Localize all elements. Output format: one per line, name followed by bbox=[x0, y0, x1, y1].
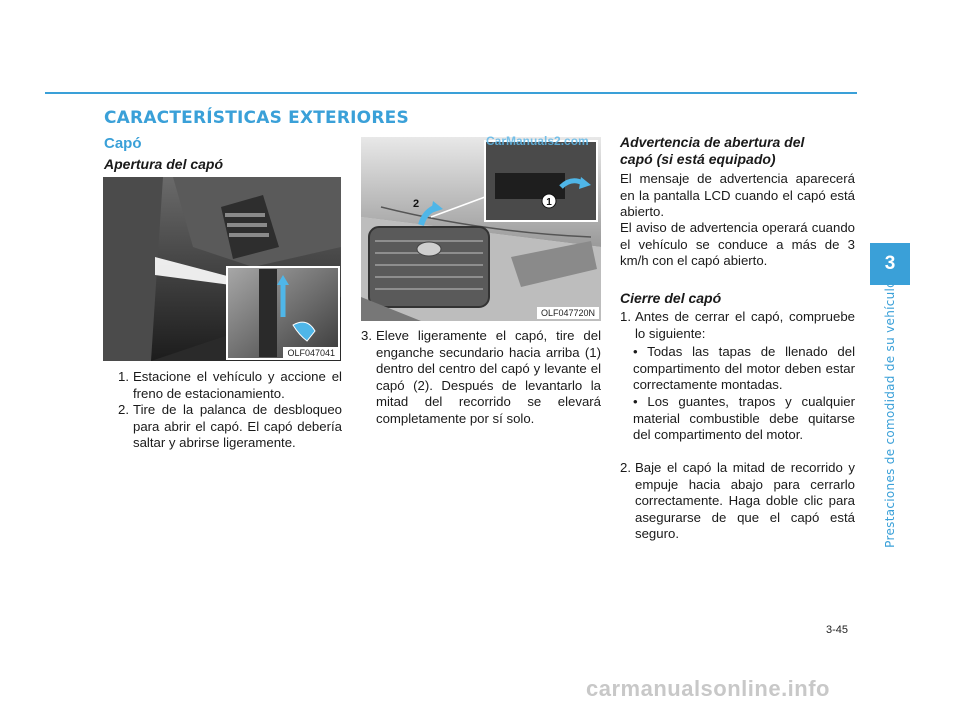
close-bullet-1: • Todas las tapas de llenado del compartimento del motor deben estar correctamente montadas. bbox=[633, 344, 855, 392]
close-step-2-text: Baje el capó la mitad de recorrido y empuje hacia abajo para cerrarlo correctamente. Haga doble clic para asegurarse de que el capó está seguro. bbox=[635, 460, 855, 541]
watermark-top: CarManuals2.com bbox=[486, 134, 589, 148]
close-step-1-number: 1. bbox=[620, 309, 631, 324]
step-3-text: Eleve ligeramente el capó, tire del enganche secundario hacia arriba (1) dentro del centro del capó y levante el capó (2). Después de levantarlo la mitad del recorrido se elevará completamente por sí solo. bbox=[376, 328, 601, 426]
chapter-tab: 3 bbox=[870, 243, 910, 285]
close-step-2-number: 2. bbox=[620, 460, 631, 475]
image-code-1: OLF047041 bbox=[283, 347, 339, 359]
step-3-number: 3. bbox=[361, 328, 372, 343]
top-rule bbox=[45, 92, 857, 94]
close-step-1-text: Antes de cerrar el capó, compruebe lo siguiente: bbox=[635, 309, 855, 341]
section-title: CARACTERÍSTICAS EXTERIORES bbox=[104, 108, 409, 128]
callout-1: 1 bbox=[546, 197, 552, 208]
warning-paragraph-2: El aviso de advertencia operará cuando el vehículo se conduce a más de 3 km/h con el capó abierto. bbox=[620, 220, 855, 268]
page-number: 3-45 bbox=[826, 624, 849, 636]
hood-latch-illustration bbox=[361, 137, 601, 321]
warning-heading-line2: capó (si está equipado) bbox=[620, 151, 776, 167]
chapter-side-label bbox=[878, 280, 902, 548]
step-1-number: 1. bbox=[118, 369, 129, 384]
close-bullet-2: • Los guantes, trapos y cualquier material combustible debe quitarse del compartimento del motor. bbox=[633, 394, 855, 442]
callout-2: 2 bbox=[413, 198, 420, 210]
step-1-text: Estacione el vehículo y accione el freno de estacionamiento. bbox=[133, 369, 342, 401]
heading-capo: Capó bbox=[104, 135, 142, 152]
interior-release-lever-illustration bbox=[103, 177, 341, 361]
image-code-2: OLF047720N bbox=[537, 307, 599, 319]
step-2-text: Tire de la palanca de desbloqueo para abrir el capó. El capó debería saltar y abrirse ligeramente. bbox=[133, 402, 342, 450]
warning-paragraph-1: El mensaje de advertencia aparecerá en la pantalla LCD cuando el capó está abierto. bbox=[620, 171, 855, 219]
subheading-apertura: Apertura del capó bbox=[104, 156, 224, 172]
close-heading: Cierre del capó bbox=[620, 290, 722, 306]
footer-watermark: carmanualsonline.info bbox=[586, 676, 830, 701]
hood-latch-image bbox=[361, 137, 601, 321]
interior-release-lever-image bbox=[103, 177, 341, 361]
step-2-number: 2. bbox=[118, 402, 129, 417]
warning-heading-line1: Advertencia de abertura del bbox=[620, 134, 805, 150]
chapter-side-text: Prestaciones de comodidad de su vehículo bbox=[883, 280, 897, 548]
